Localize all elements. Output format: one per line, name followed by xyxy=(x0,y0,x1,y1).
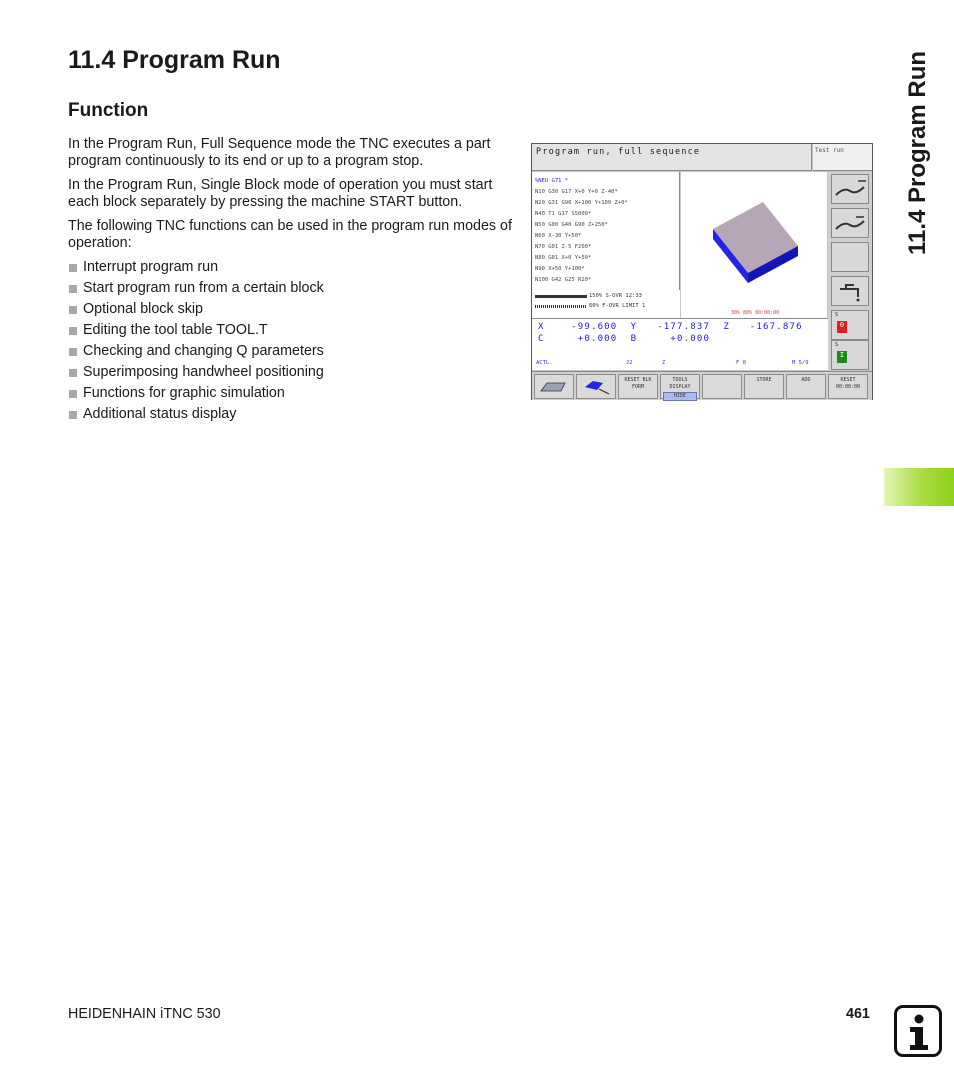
side-chapter-title: 11.4 Program Run xyxy=(904,50,931,256)
program-line: N40 T1 G17 S5000* xyxy=(535,211,592,217)
bullet-square-icon xyxy=(69,306,77,314)
program-line: N100 G42 G25 R20* xyxy=(535,277,592,283)
bullet-square-icon xyxy=(69,369,77,377)
program-line: N20 G31 G90 X+100 Y+100 Z+0* xyxy=(535,200,628,206)
magnify-icon xyxy=(579,377,613,395)
program-line: N70 G01 Z-5 F200* xyxy=(535,244,592,250)
position-row: C +0.000 B +0.000 xyxy=(538,334,711,344)
position-row: X -99.600 Y -177.837 Z -167.876 xyxy=(538,322,803,332)
list-item: Start program run from a certain block xyxy=(68,280,514,301)
start-indicator: I xyxy=(837,351,847,363)
paragraph: The following TNC functions can be used in the program run modes of operation: xyxy=(68,218,512,251)
program-line: N80 G01 X+0 Y+50* xyxy=(535,255,592,261)
softkey-reset-time[interactable]: RESET 00:00:00 xyxy=(828,374,868,399)
bullet-square-icon xyxy=(69,390,77,398)
program-line: N50 G00 G40 G90 Z+250* xyxy=(535,222,608,228)
info-icon xyxy=(894,1005,942,1057)
program-line: N90 X+50 Y+100* xyxy=(535,266,585,272)
feed-override-bar xyxy=(535,305,587,308)
body-text xyxy=(68,136,514,427)
softkey-store[interactable]: STORE xyxy=(744,374,784,399)
graphic-status: 30% 80% 00:00:00 xyxy=(731,310,780,316)
bullet-square-icon xyxy=(69,285,77,293)
list-item: Optional block skip xyxy=(68,301,514,322)
position-display: X -99.600 Y -177.837 Z -167.876 C +0.000 B +0.000 ACTL. 22 Z F 0 M 5/9 xyxy=(532,318,828,370)
list-item: Functions for graphic simulation xyxy=(68,385,514,406)
side-key-label: S xyxy=(835,312,839,318)
view-mode-icon xyxy=(537,377,571,395)
machine-forward-icon xyxy=(832,209,868,237)
side-softkey[interactable] xyxy=(831,276,869,306)
side-softkey[interactable] xyxy=(831,174,869,204)
side-softkey[interactable] xyxy=(831,242,869,272)
page-title: 11.4 Program Run xyxy=(68,46,281,74)
chapter-tab-marker xyxy=(884,468,954,506)
footer-manual-name: HEIDENHAIN iTNC 530 xyxy=(68,1006,221,1022)
spindle-stop-softkey[interactable] xyxy=(831,310,869,340)
spindle-override: 150% S-OVR 12:33 xyxy=(589,293,642,299)
list-item: Editing the tool table TOOL.T xyxy=(68,322,514,343)
machine-back-icon xyxy=(832,175,868,203)
stop-indicator: 0 xyxy=(837,321,847,333)
tnc-screenshot xyxy=(531,143,873,400)
softkey-add[interactable]: ADD xyxy=(786,374,826,399)
spindle-override-bar xyxy=(535,295,587,298)
softkey-magnify[interactable] xyxy=(576,374,616,399)
softkey-reset-blk-form[interactable]: RESET BLK FORM xyxy=(618,374,658,399)
list-item: Checking and changing Q parameters xyxy=(68,343,514,364)
page-number: 461 xyxy=(846,1006,870,1022)
list-item: Superimposing handwheel positioning xyxy=(68,364,514,385)
function-list xyxy=(68,259,514,427)
bullet-square-icon xyxy=(69,264,77,272)
bullet-square-icon xyxy=(69,327,77,335)
horizontal-softkeys xyxy=(532,371,872,400)
section-heading: Function xyxy=(68,100,149,121)
feed-override: 60% F-OVR LIMIT 1 xyxy=(589,303,646,309)
program-line: N60 X-30 Y+50* xyxy=(535,233,582,239)
list-item: Interrupt program run xyxy=(68,259,514,280)
graphic-window xyxy=(681,172,827,318)
softkey-tools-display[interactable]: TOOLS DISPLAY HIDE xyxy=(660,374,700,399)
side-softkey[interactable] xyxy=(831,208,869,238)
bullet-square-icon xyxy=(69,348,77,356)
paragraph: In the Program Run, Full Sequence mode the TNC executes a part program continuously to its end or up to a program stop. xyxy=(68,136,491,169)
list-item: Additional status display xyxy=(68,406,514,427)
override-display xyxy=(532,290,680,318)
program-line: N10 G30 G17 X+0 Y+0 Z-40* xyxy=(535,189,618,195)
workpiece-graphic xyxy=(681,172,827,318)
coolant-tap-icon xyxy=(832,277,868,305)
program-listing xyxy=(532,172,680,290)
spindle-start-softkey[interactable] xyxy=(831,340,869,370)
program-line: %NEU G71 * xyxy=(535,178,569,184)
hide-option: HIDE xyxy=(663,392,697,401)
paragraph: In the Program Run, Single Block mode of operation you must start each block separately by pressing the machine START button. xyxy=(68,177,493,210)
tnc-secondary-mode: Test run xyxy=(813,144,872,171)
side-key-label: S xyxy=(835,342,839,348)
bullet-square-icon xyxy=(69,411,77,419)
vertical-softkeys xyxy=(828,172,872,370)
softkey-view-mode[interactable] xyxy=(534,374,574,399)
info-glyph xyxy=(897,1008,939,1054)
softkey-empty[interactable] xyxy=(702,374,742,399)
tnc-mode-header: Program run, full sequence xyxy=(532,144,812,171)
